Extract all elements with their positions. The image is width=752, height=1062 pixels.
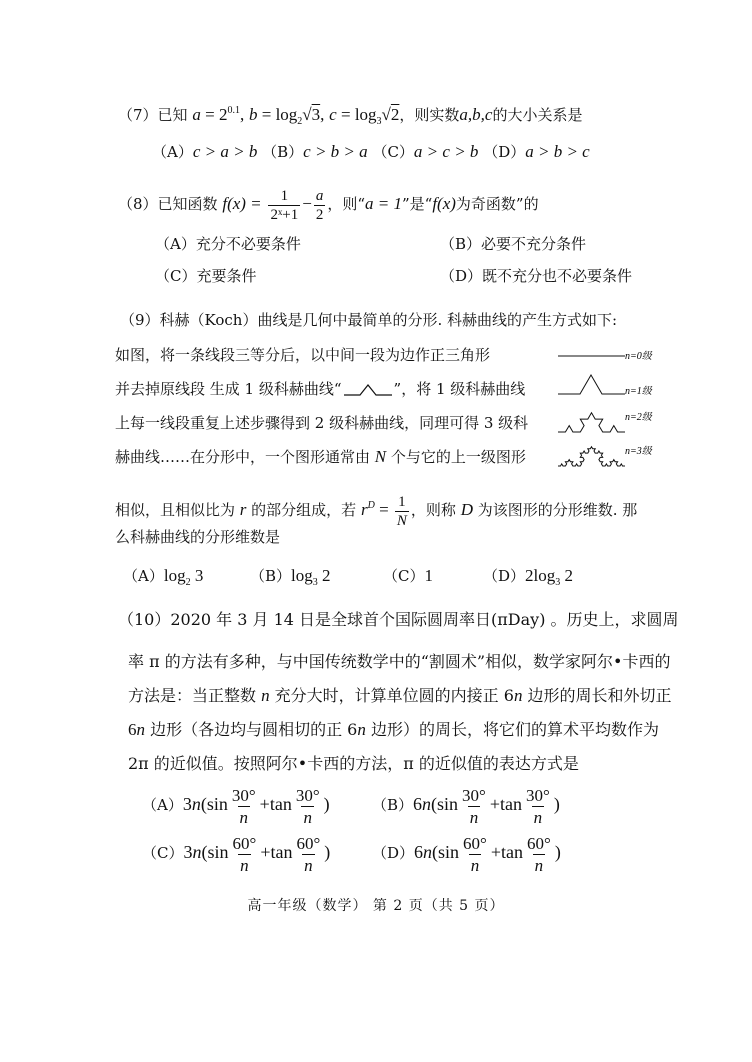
q7-option-b: （B）c > b > a — [262, 142, 368, 161]
koch-label-1: n=1级 — [625, 386, 652, 397]
q10-option-d: （D）6n(sin $\frac{60^\circ}{n}$ +tan $\frac{60^\circ}{n}$ ) — [372, 833, 561, 875]
q10-line-3: 方法是：当正整数 n 充分大时，计算单位圆的内接正 6n 边形的周长和外切正 — [128, 686, 672, 705]
q9-line-7: 么科赫曲线的分形维数是 — [115, 528, 281, 546]
q9-option-a: $(A)\log_2$ 3 — [123, 566, 204, 588]
q8-fraction-1: $\frac{1}{\text{2ˣ+1}}$ — [270, 187, 299, 223]
q9-line-3: 并去掉原线段 生成 1 级科赫曲线“ ”，将 1 级科赫曲线 — [115, 380, 526, 398]
q7-stem: （7）已知 $a = 2^{0.1}$, $b = \log_2√3$, $c = \log_3√2$，则实数a,b,c的大小关系是 — [118, 105, 583, 127]
q7-option-c: （C）a > c > b — [372, 142, 479, 161]
q8-option-b: （B）必要不充分条件 — [440, 235, 587, 253]
koch-level-1-inline-icon — [342, 382, 394, 398]
q7-option-a: （A）c > a > b — [152, 142, 258, 161]
q7-option-d: （D）a > b > c — [483, 142, 590, 161]
q10-line-4: 6n 边形（各边均与圆相切的正 6n 边形）的周长，将它们的算术平均数作为 — [128, 720, 659, 739]
q7-number: （7） — [118, 106, 158, 124]
q8-option-a: （A）充分不必要条件 — [155, 235, 301, 253]
q9-fraction: $\frac{1}{N}$ — [396, 493, 407, 529]
q7-b-expr: $b = \log_2√3$, — [248, 105, 325, 127]
q9-option-d: $(D)2\log_3$ 2 — [483, 566, 574, 588]
koch-level-3 — [558, 447, 625, 466]
q7-options — [152, 142, 590, 162]
q10-line-2: 率 π 的方法有多种，与中国传统数学中的“割圆术”相似，数学家阿尔•卡西的 — [128, 652, 671, 671]
q8-fraction-2: $\frac{a}{2}$ — [315, 187, 324, 223]
q9-line-6: 相似，且相似比为 r 的部分组成，若 $r^D$ = $\frac{1}{N}$ ，则称 D 为该图形的分形维数. 那 — [115, 493, 638, 529]
q10-option-a: （A）3n(sin $\frac{30^\circ}{n}$ +tan $\frac{30^\circ}{n}$ ) — [142, 785, 330, 827]
q7-a-expr: $a = 2^{0.1}$, — [192, 105, 245, 124]
koch-curve-figure — [553, 342, 663, 477]
q9-equation: $r^D$ — [360, 500, 375, 519]
q8-stem: （8）已知函数 f(x) = $\frac{1}{\text{2ˣ+1}}$ − $\frac{a}{2}$ ，则“a = 1”是“f(x)为奇函数”的 — [118, 187, 539, 223]
koch-label-0: n=0级 — [625, 351, 652, 362]
q8-option-c: （C）充要条件 — [155, 267, 257, 285]
q10-option-c: （C）3n(sin $\frac{60^\circ}{n}$ +tan $\frac{60^\circ}{n}$ ) — [142, 833, 331, 875]
q10-line-1: （10）2020 年 3 月 14 日是全球首个国际圆周率日(πDay) 。历史上，求圆周 — [118, 610, 679, 629]
q9-line-4: 上每一线段重复上述步骤得到 2 级科赫曲线，同理可得 3 级科 — [115, 414, 529, 432]
q8-option-d: （D）既不充分也不必要条件 — [440, 267, 633, 285]
koch-level-2 — [558, 413, 625, 432]
q8-number: （8） — [118, 195, 158, 213]
q9-line-2: 如图，将一条线段三等分后，以中间一段为边作正三角形 — [115, 346, 491, 364]
q10-option-b: （B）6n(sin $\frac{30^\circ}{n}$ +tan $\frac{30^\circ}{n}$ ) — [372, 785, 560, 827]
koch-label-2: n=2级 — [625, 412, 652, 423]
q9-line-5: 赫曲线……在分形中，一个图形通常由 N 个与它的上一级图形 — [115, 447, 526, 466]
page-footer: 高一年级（数学） 第 2 页（共 5 页） — [247, 898, 505, 914]
q10-line-5: 2π 的近似值。按照阿尔•卡西的方法，π 的近似值的表达方式是 — [128, 754, 579, 773]
q9-option-b: $(B)\log_3$ 2 — [250, 566, 331, 588]
q7-c-expr: $c = \log_3√2$ — [329, 105, 400, 127]
koch-label-3: n=3级 — [625, 446, 652, 457]
q9-option-c: （C）1 — [383, 566, 433, 585]
koch-level-1 — [558, 375, 625, 394]
q9-line-1: （9）科赫（Koch）曲线是几何中最简单的分形. 科赫曲线的产生方式如下: — [120, 311, 618, 329]
